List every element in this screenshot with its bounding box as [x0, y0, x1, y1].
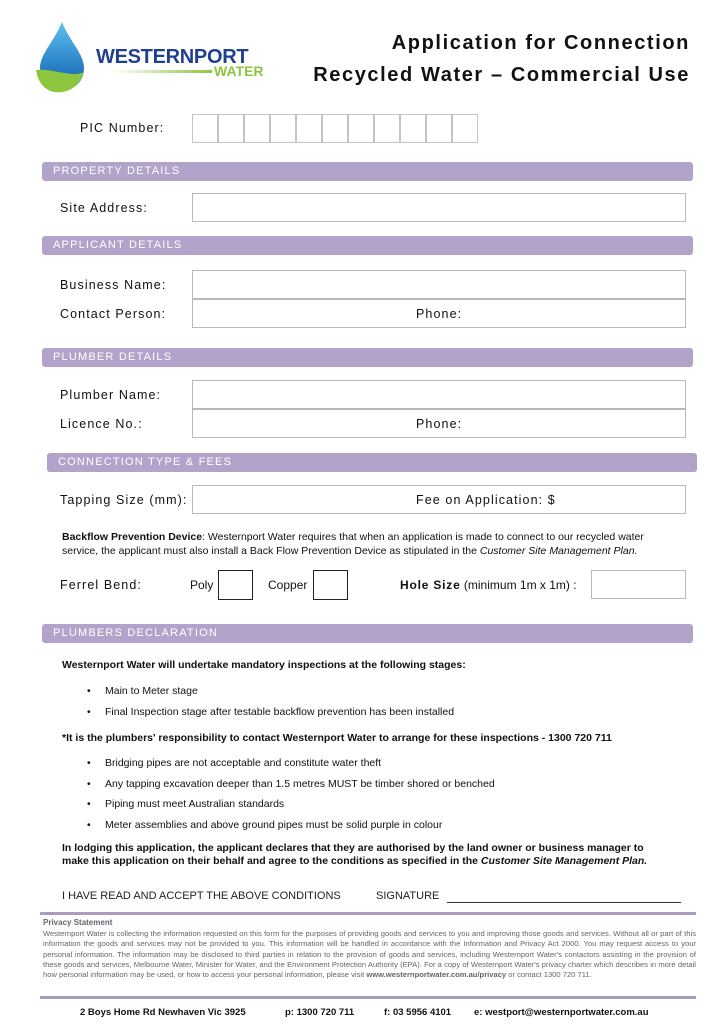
- hole-size-field[interactable]: [591, 570, 686, 599]
- hole-size-note: (minimum 1m x 1m) :: [460, 578, 577, 592]
- water-drop-leaf-icon: [32, 20, 92, 95]
- accept-conditions: I HAVE READ AND ACCEPT THE ABOVE CONDITIONS: [62, 890, 341, 902]
- business-name-label: Business Name:: [60, 278, 167, 292]
- signature-label: SIGNATURE: [376, 890, 440, 902]
- backflow-text-line1: [62, 531, 644, 543]
- pic-digit-box[interactable]: [348, 114, 374, 143]
- responsibility-note: *It is the plumbers' responsibility to contact Westernport Water to arrange for these inspections - 1300 720 711: [62, 732, 612, 744]
- plumber-name-label: Plumber Name:: [60, 388, 162, 402]
- hole-size-label: [400, 578, 577, 592]
- pic-digit-box[interactable]: [426, 114, 452, 143]
- pic-digit-box[interactable]: [218, 114, 244, 143]
- inspection-intro: Westernport Water will undertake mandatory inspections at the following stages:: [62, 659, 466, 671]
- applicant-details-header: APPLICANT DETAILS: [42, 236, 693, 255]
- hole-size-heading: Hole Size: [400, 578, 461, 592]
- fee-label: Fee on Application: $: [416, 493, 556, 507]
- footer-address: 2 Boys Home Rd Newhaven Vic 3925: [80, 1007, 246, 1018]
- business-name-field[interactable]: [192, 270, 686, 299]
- lodging-text-line1: In lodging this application, the applicant declares that they are authorised by the land owner or business manager to: [62, 842, 644, 854]
- tapping-size-label: Tapping Size (mm):: [60, 493, 188, 507]
- pic-digit-box[interactable]: [452, 114, 478, 143]
- footer-email[interactable]: e: westport@westernportwater.com.au: [474, 1007, 649, 1018]
- plumber-name-field[interactable]: [192, 380, 686, 409]
- list-item: • Main to Meter stage: [88, 685, 198, 697]
- copper-checkbox[interactable]: [313, 570, 348, 600]
- plumbers-declaration-header: PLUMBERS DECLARATION: [42, 624, 693, 643]
- privacy-title: Privacy Statement: [43, 918, 113, 927]
- privacy-text: Westernport Water is collecting the information requested on this form for the purposes of providing goods and services to you and improving those goods and services. Without all or part of this information the goods and services may not be provided to you. This information will be handled in accordance with the Information and Privacy Act 2000. You may request access to your personal information. The information may be disclosed to third parties in relation to the provision of goods and services, including Westernport Water's contactors assisting in the provision of these goods and services, Melbourne Water, Minister for Water, and the Environment Protection Authority (EPA). For a copy of Westernport Water's privacy charter which describes in more detail how personal information may be used, or how to access your personal information, please visit www.westernportwater.com.au/privacy or contact 1300 720 711.: [43, 929, 696, 980]
- plumber-phone-label: Phone:: [416, 417, 463, 431]
- pic-digit-box[interactable]: [244, 114, 270, 143]
- contact-person-label: Contact Person:: [60, 307, 167, 321]
- poly-checkbox[interactable]: [218, 570, 253, 600]
- connection-type-header: CONNECTION TYPE & FEES: [47, 453, 697, 472]
- list-item: • Any tapping excavation deeper than 1.5 metres MUST be timber shored or benched: [88, 778, 495, 790]
- footer-phone: p: 1300 720 711: [285, 1007, 355, 1018]
- privacy-link[interactable]: www.westernportwater.com.au/privacy: [366, 970, 507, 980]
- pic-digit-box[interactable]: [322, 114, 348, 143]
- backflow-text2: service, the applicant must also install a Back Flow Prevention Device as stipulated in the: [62, 545, 480, 557]
- list-item: • Bridging pipes are not acceptable and constitute water theft: [88, 757, 381, 769]
- list-item: • Meter assemblies and above ground pipes must be solid purple in colour: [88, 819, 442, 831]
- form-subtitle: Recycled Water – Commercial Use: [313, 64, 690, 86]
- brand-sub: WATER: [214, 63, 264, 79]
- brand-name: WESTERNPORT: [96, 46, 249, 68]
- brand-line: [112, 70, 212, 73]
- backflow-heading: Backflow Prevention Device: [62, 531, 203, 543]
- pic-digit-box[interactable]: [374, 114, 400, 143]
- site-address-field[interactable]: [192, 193, 686, 222]
- list-item: • Piping must meet Australian standards: [88, 798, 284, 810]
- property-details-header: PROPERTY DETAILS: [42, 162, 693, 181]
- ferrel-bend-label: Ferrel Bend:: [60, 578, 142, 592]
- poly-label: Poly: [190, 578, 214, 592]
- divider: [40, 912, 696, 915]
- divider: [40, 996, 696, 999]
- licence-label: Licence No.:: [60, 417, 143, 431]
- lodging-text-line2: make this application on their behalf and agree to the conditions as specified in the Customer Site Management Plan.: [62, 855, 648, 867]
- backflow-text: : Westernport Water requires that when an application is made to connect to our recycled water: [202, 531, 644, 543]
- site-address-label: Site Address:: [60, 201, 148, 215]
- pic-digit-box[interactable]: [400, 114, 426, 143]
- form-title: Application for Connection: [391, 32, 690, 54]
- pic-digit-box[interactable]: [270, 114, 296, 143]
- signature-line[interactable]: [447, 902, 681, 903]
- plumber-details-header: PLUMBER DETAILS: [42, 348, 693, 367]
- plan-reference: Customer Site Management Plan.: [479, 545, 638, 557]
- applicant-phone-label: Phone:: [416, 307, 463, 321]
- logo: [32, 20, 282, 95]
- list-item: • Final Inspection stage after testable backflow prevention has been installed: [88, 706, 454, 718]
- footer-fax: f: 03 5956 4101: [384, 1007, 452, 1018]
- backflow-text-line2: [62, 545, 637, 557]
- pic-digit-box[interactable]: [296, 114, 322, 143]
- pic-label: PIC Number:: [80, 121, 165, 135]
- pic-digit-box[interactable]: [192, 114, 218, 143]
- copper-label: Copper: [268, 578, 308, 592]
